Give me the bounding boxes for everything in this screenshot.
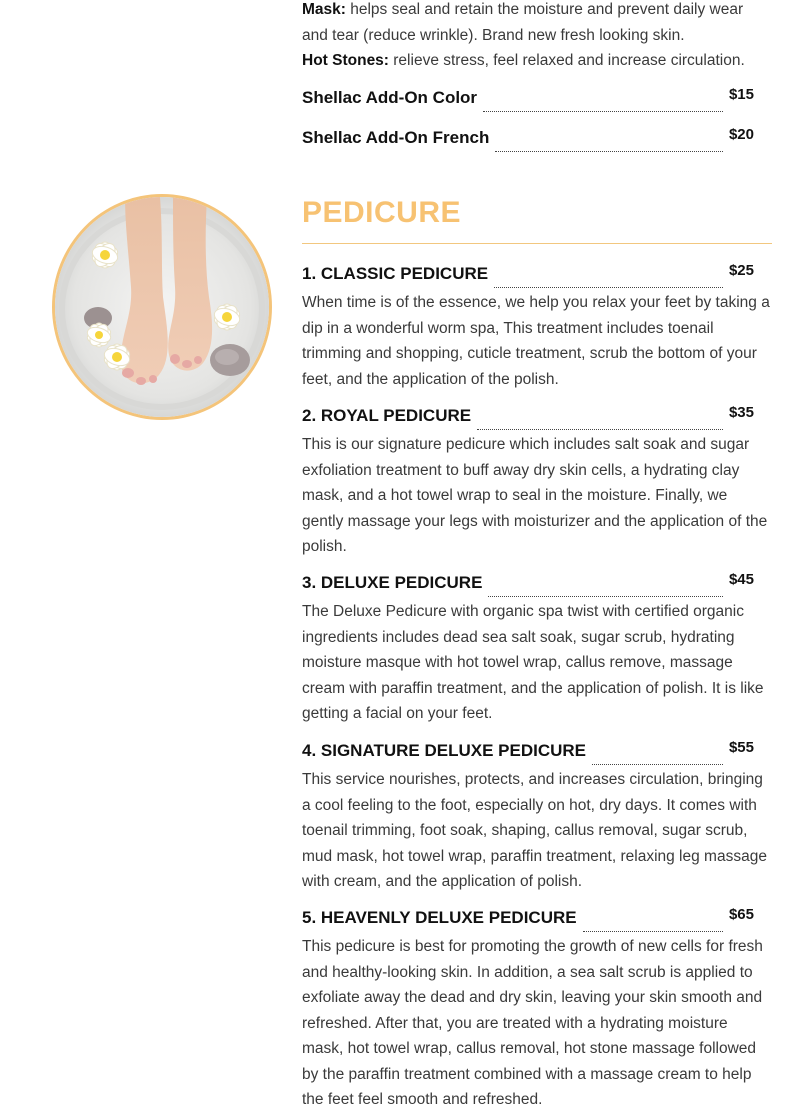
- service-description: When time is of the essence, we help you relax your feet by taking a dip in a wonderful worm spa, This treatment includes toenail trimming and shopping, cuticle treatment, scrub the bottom of your feet, and the application of the polish.: [302, 294, 770, 388]
- service-price: $55: [728, 739, 754, 756]
- mask-label: Mask:: [302, 1, 346, 18]
- mask-text: helps seal and retain the moisture and prevent daily wear and tear (reduce wrinkle). Brand new fresh looking skin.: [302, 1, 744, 44]
- addon-price: $15: [728, 86, 754, 103]
- service-row-deluxe: [302, 571, 754, 593]
- addon-name: Shellac Add-On French: [302, 128, 490, 147]
- pedicure-photo: [52, 194, 272, 420]
- addon-price: $20: [728, 126, 754, 143]
- service-name: 1. CLASSIC PEDICURE: [302, 264, 489, 283]
- service-name: 2. ROYAL PEDICURE: [302, 406, 472, 425]
- service-row-heavenly-deluxe: [302, 906, 754, 928]
- dotted-leader: [477, 415, 723, 430]
- dotted-leader: [495, 137, 723, 152]
- service-description: This service nourishes, protects, and increases circulation, bringing a cool feeling to the foot, especially on hot, dry days. It comes with toenail trimming, foot soak, shaping, callus removal, sugar scrub, mud mask, hot towel wrap, paraffin treatment, relaxing leg massage with cream, and the application of polish.: [302, 771, 767, 890]
- addon-name: Shellac Add-On Color: [302, 88, 478, 107]
- dotted-leader: [583, 917, 723, 932]
- service-price: $45: [728, 571, 754, 588]
- service-description: This is our signature pedicure which includes salt soak and sugar exfoliation treatment to buff away dry skin cells, a hydrating clay mask, and a hot towel wrap to seal in the moisture. Finally, we gently massage your legs with moisturizer and the application of the polish.: [302, 436, 768, 555]
- service-name: 4. SIGNATURE DELUXE PEDICURE: [302, 741, 587, 760]
- service-name: 5. HEAVENLY DELUXE PEDICURE: [302, 908, 577, 927]
- service-row-signature-deluxe: [302, 739, 754, 761]
- dotted-leader: [483, 97, 723, 112]
- service-row-royal: [302, 404, 754, 426]
- service-price: $65: [728, 906, 754, 923]
- addon-row-color: [302, 86, 754, 108]
- service-name: 3. DELUXE PEDICURE: [302, 573, 483, 592]
- hot-stones-feature: [302, 48, 772, 74]
- hot-stones-text: relieve stress, feel relaxed and increase circulation.: [388, 52, 745, 69]
- service-description: This pedicure is best for promoting the growth of new cells for fresh and healthy-looking skin. In addition, a sea salt scrub is applied to exfoliate away the dead and dry skin, leaving your skin smooth and refreshed. After that, you are treated with a hydrating moisture mask, hot towel wrap, callus removal, hot stone massage followed by the paraffin treatment combined with a massage cream to help the feet feel smooth and refreshed.: [302, 938, 763, 1108]
- addon-row-french: [302, 126, 754, 148]
- dotted-leader: [494, 273, 723, 288]
- addon-features: [302, 0, 772, 74]
- service-price: $25: [728, 262, 754, 279]
- service-description: The Deluxe Pedicure with organic spa twist with certified organic ingredients includes dead sea salt soak, sugar scrub, hydrating moisture masque with hot towel wrap, callus remove, massage cream with paraffin treatment, and the application of polish. It is like getting a facial on your feet.: [302, 603, 764, 722]
- section-divider: [302, 243, 772, 244]
- mask-feature: [302, 0, 772, 48]
- service-row-classic: [302, 262, 754, 284]
- foot-spa-bowl-icon: [55, 197, 269, 417]
- service-price: $35: [728, 404, 754, 421]
- dotted-leader: [592, 750, 723, 765]
- section-title: PEDICURE: [302, 196, 462, 229]
- dotted-leader: [488, 582, 723, 597]
- hot-stones-label: Hot Stones:: [302, 52, 389, 69]
